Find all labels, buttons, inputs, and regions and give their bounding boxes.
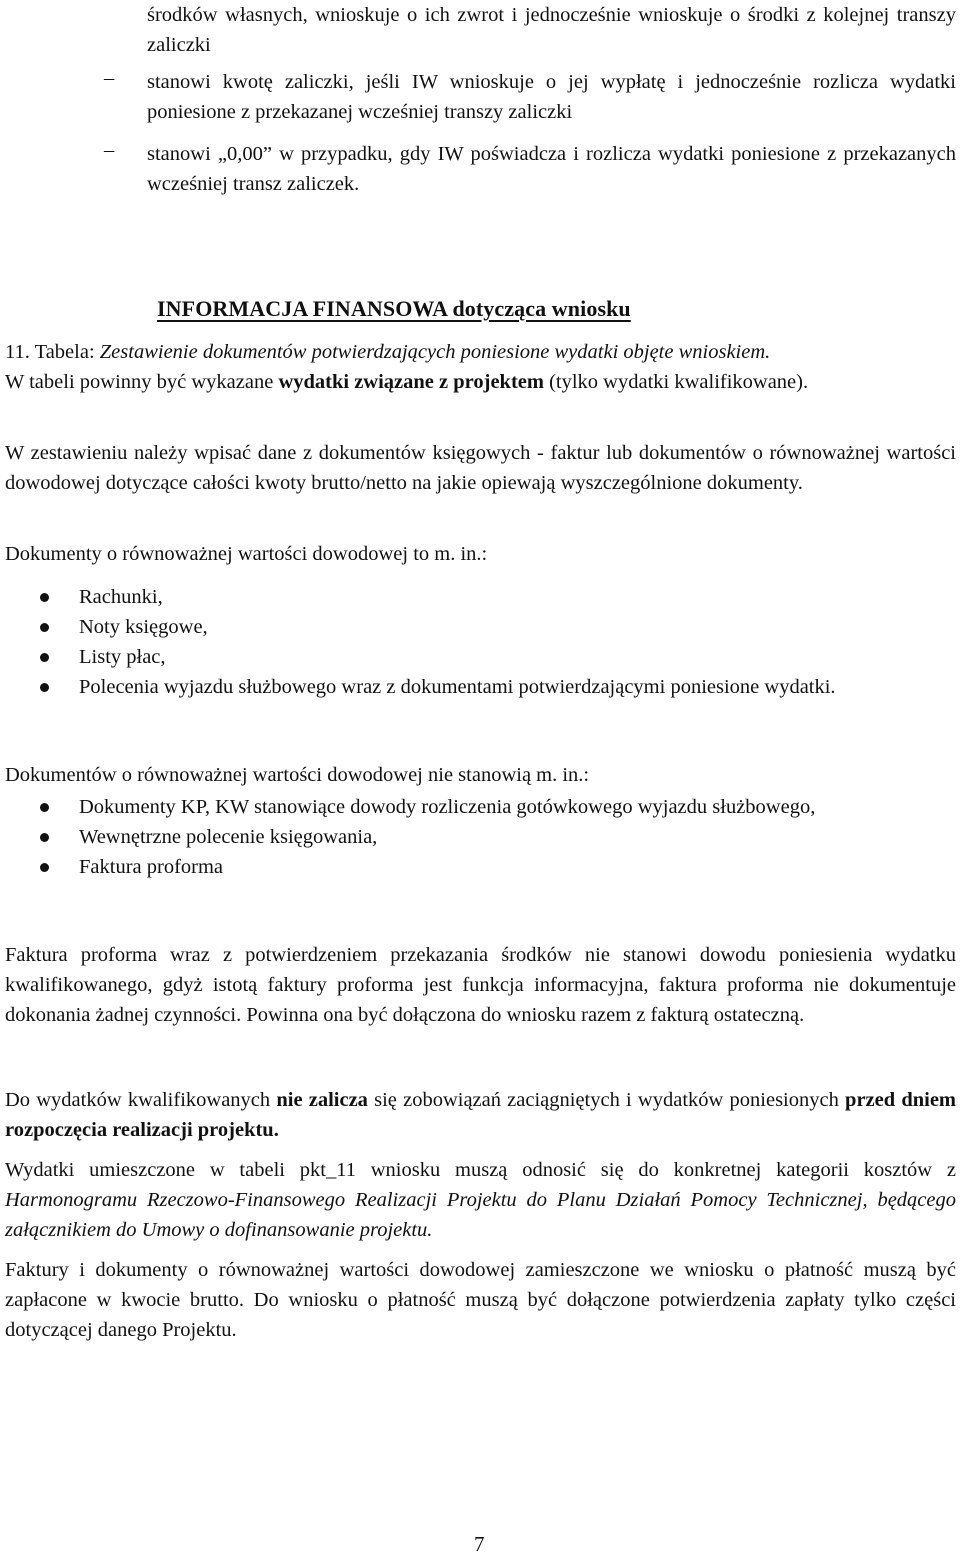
list-item-text: Rachunki,: [79, 586, 163, 608]
paragraph-bold-text: nie zalicza: [276, 1089, 368, 1111]
equivalent-documents-list: [0, 582, 960, 702]
invoices-paragraph: Faktury i dokumenty o równoważnej wartości dowodowej zamieszczone we wniosku o płatność muszą być zapłacone w kwocie brutto. Do wniosku o płatność muszą być dołączone potwierdzenia zapłaty tylko części dotyczącej danego Projektu.: [5, 1259, 956, 1341]
dash-marker: –: [104, 67, 115, 89]
section-11-note: [5, 367, 956, 397]
list-item-text: Wewnętrzne polecenie księgowania,: [79, 826, 378, 848]
list-item: [0, 822, 956, 852]
list-item-text: Polecenia wyjazdu służbowego wraz z dokumentami potwierdzającymi poniesione wydatki.: [79, 676, 836, 698]
list-item: [0, 612, 956, 642]
paragraph-text: Do wydatków kwalifikowanych: [5, 1089, 277, 1111]
list-item: [0, 642, 956, 672]
note-text: W tabeli powinny być wykazane: [5, 371, 279, 393]
bullet-icon: [40, 803, 49, 812]
paragraph-bold-text: przed dniem rozpoczęcia realizacji projektu.: [5, 1089, 957, 1141]
list-item-text: Noty księgowe,: [79, 616, 208, 638]
page-number: 7: [474, 1532, 485, 1556]
section-11-title: [5, 337, 956, 367]
bullet-icon: [40, 683, 49, 692]
dash-marker: –: [104, 139, 115, 161]
pkt11-paragraph: [5, 1155, 956, 1245]
bullet-icon: [40, 833, 49, 842]
list2-intro: Dokumentów o równoważnej wartości dowodowej nie stanowią m. in.:: [5, 764, 590, 786]
list1-intro: Dokumenty o równoważnej wartości dowodowej to m. in.:: [5, 543, 488, 565]
note-bold-text: wydatki związane z projektem: [278, 371, 544, 393]
section-11-table-name: Zestawienie dokumentów potwierdzających poniesione wydatki objęte wnioskiem.: [99, 341, 771, 363]
note-text-end: (tylko wydatki kwalifikowane).: [543, 371, 809, 393]
list-item-text: Dokumenty KP, KW stanowiące dowody rozliczenia gotówkowego wyjazdu służbowego,: [79, 796, 816, 818]
qualified-expenses-paragraph: [5, 1085, 956, 1145]
bullet-icon: [40, 593, 49, 602]
dash-item-text: stanowi kwotę zaliczki, jeśli IW wnioskuje o jej wypłatę i jednocześnie rozlicza wydatki poniesione z przekazanej wcześniej transzy zaliczki: [147, 71, 956, 123]
dash-item-text: stanowi „0,00” w przypadku, gdy IW poświadcza i rozlicza wydatki poniesione z przekazanych wcześniej transz zaliczek.: [147, 143, 956, 195]
paragraph-italic-text: Harmonogramu Rzeczowo-Finansowego Realizacji Projektu do Planu Działań Pomocy Technicznej, będącego załącznikiem do Umowy o dofinansowanie projektu.: [5, 1189, 956, 1241]
top-fragment-paragraph: środków własnych, wnioskuje o ich zwrot i jednocześnie wnioskuje o środki z kolejnej transzy zaliczki: [147, 4, 956, 56]
bullet-icon: [40, 653, 49, 662]
section-heading: INFORMACJA FINANSOWA dotycząca wniosku: [157, 296, 631, 321]
list-item: [0, 852, 956, 882]
paragraph-text: się zobowiązań zaciągniętych i wydatków poniesionych: [367, 1089, 846, 1111]
list-item: [0, 792, 956, 822]
list-item: [0, 582, 956, 612]
list-item-text: Faktura proforma: [79, 856, 224, 878]
zestawienie-paragraph: W zestawieniu należy wpisać dane z dokumentów księgowych - faktur lub dokumentów o równoważnej wartości dowodowej dotyczące całości kwoty brutto/netto na jakie opiewają wyszczególnione dokumenty.: [5, 442, 956, 494]
bullet-icon: [40, 623, 49, 632]
section-11-number: 11. Tabela:: [5, 341, 100, 363]
paragraph-text: Wydatki umieszczone w tabeli pkt_11 wniosku muszą odnosić się do konkretnej kategorii kosztów z: [5, 1159, 956, 1181]
bullet-icon: [40, 863, 49, 872]
proforma-paragraph: Faktura proforma wraz z potwierdzeniem przekazania środków nie stanowi dowodu poniesienia wydatku kwalifikowanego, gdyż istotą faktury proforma jest funkcja informacyjna, faktura proforma nie dokumentuje dokonania żadnej czynności. Powinna ona być dołączona do wniosku razem z fakturą ostateczną.: [5, 944, 956, 1026]
list-item-text: Listy płac,: [79, 646, 166, 668]
list-item: [0, 672, 956, 702]
non-equivalent-documents-list: [0, 792, 960, 882]
